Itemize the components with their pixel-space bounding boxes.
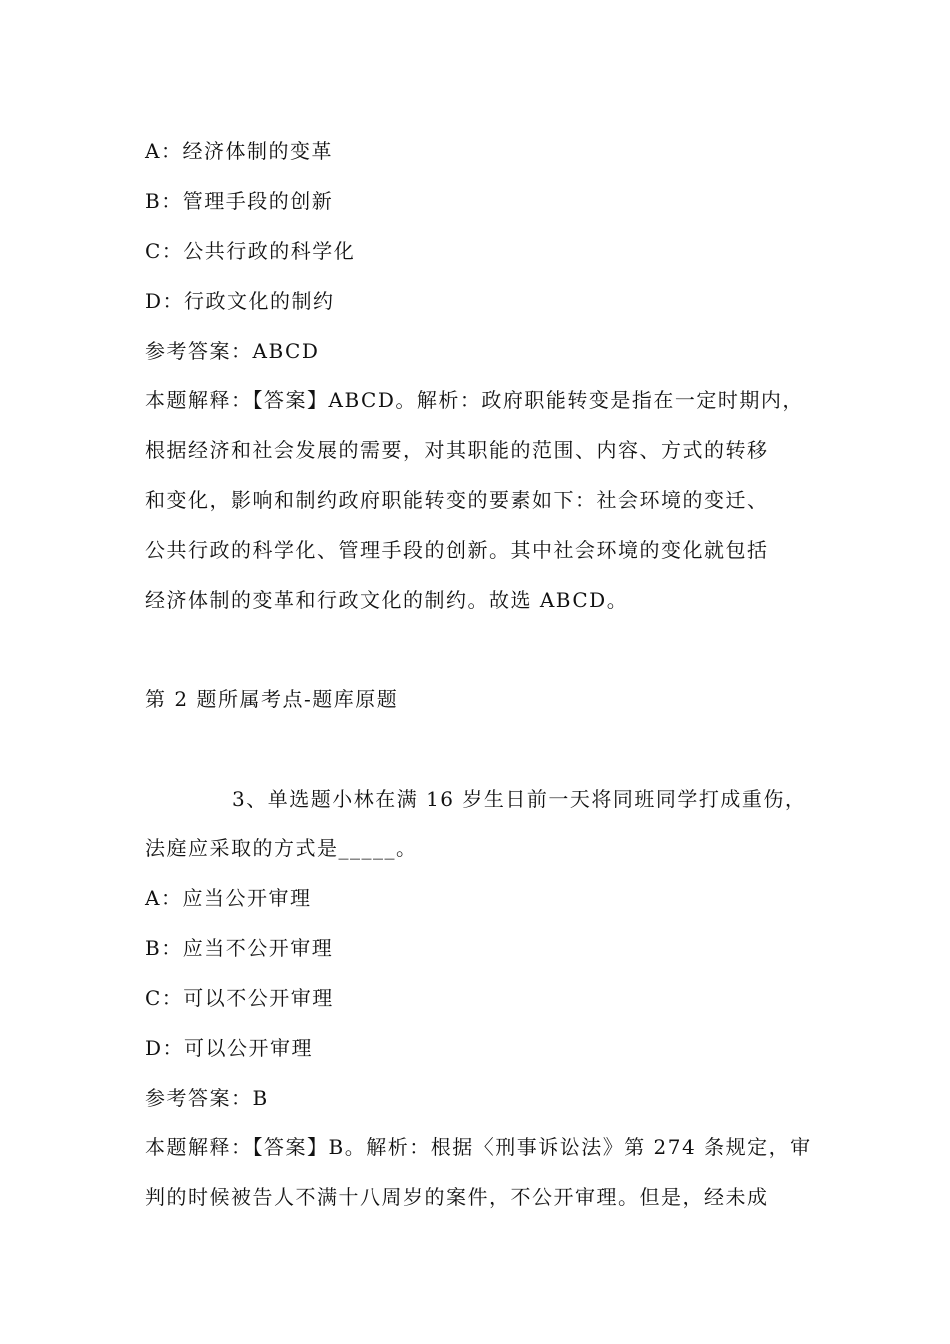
q3-option-a: A：应当公开审理 [145, 886, 312, 910]
q2-option-d: D：行政文化的制约 [145, 289, 335, 313]
q2-explanation-line: 和变化，影响和制约政府职能转变的要素如下：社会环境的变迁、 [145, 488, 769, 512]
q2-option-b: B：管理手段的创新 [145, 189, 334, 213]
q3-question-line: 法庭应采取的方式是_____。 [145, 836, 418, 860]
q3-answer: 参考答案：B [145, 1086, 269, 1110]
q3-explanation-line: 判的时候被告人不满十八周岁的案件，不公开审理。但是，经未成 [145, 1185, 769, 1209]
q3-option-b: B：应当不公开审理 [145, 936, 334, 960]
q3-explanation-line: 本题解释：【答案】B。解析：根据〈刑事诉讼法》第 274 条规定，审 [145, 1135, 812, 1159]
q2-option-c: C：公共行政的科学化 [145, 239, 356, 263]
q2-explanation-line: 根据经济和社会发展的需要，对其职能的范围、内容、方式的转移 [145, 438, 769, 462]
q3-question-line: 3、单选题小林在满 16 岁生日前一天将同班同学打成重伤， [232, 787, 807, 811]
q3-option-c: C：可以不公开审理 [145, 986, 334, 1010]
q2-knowledge-point: 第 2 题所属考点-题库原题 [145, 687, 399, 711]
q3-option-d: D：可以公开审理 [145, 1036, 314, 1060]
q2-explanation-line: 公共行政的科学化、管理手段的创新。其中社会环境的变化就包括 [145, 538, 769, 562]
q2-answer: 参考答案：ABCD [145, 339, 320, 363]
q2-option-a: A：经济体制的变革 [145, 139, 333, 163]
q2-explanation-line: 经济体制的变革和行政文化的制约。故选 ABCD。 [145, 588, 629, 612]
q2-explanation-line: 本题解释：【答案】ABCD。解析：政府职能转变是指在一定时期内， [145, 388, 804, 412]
